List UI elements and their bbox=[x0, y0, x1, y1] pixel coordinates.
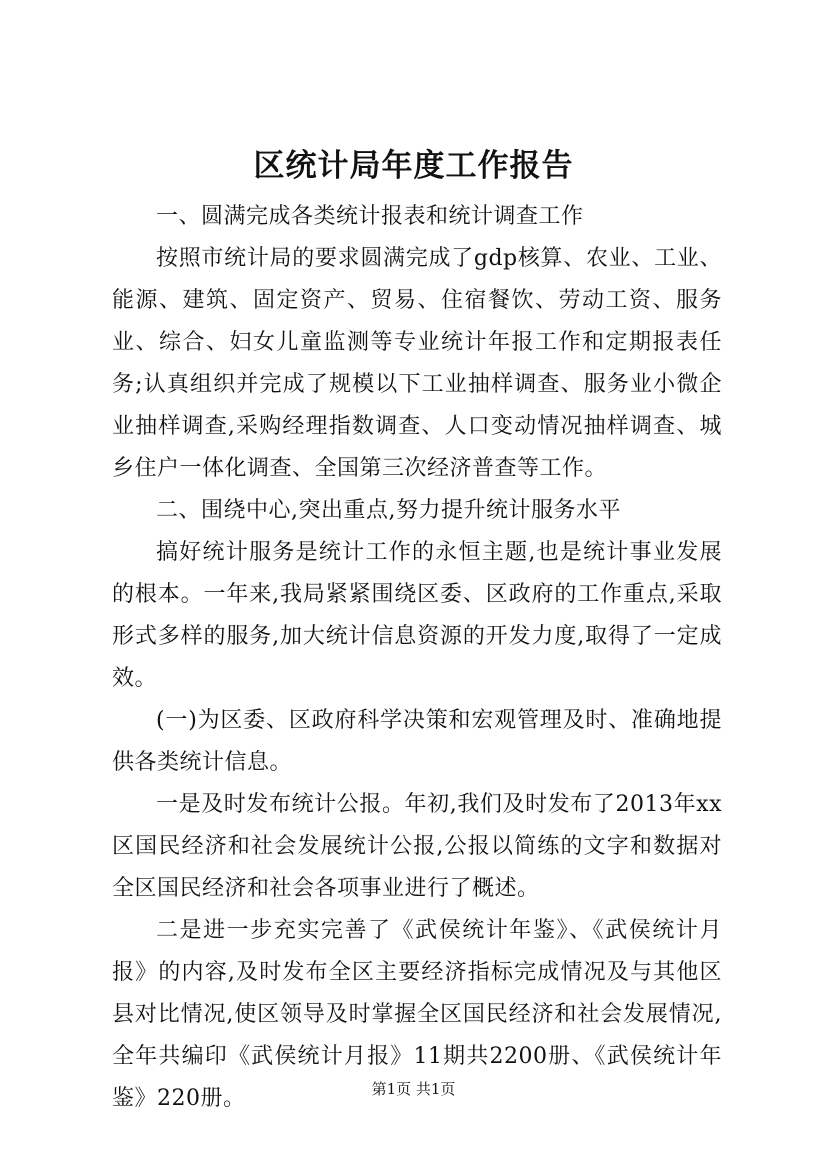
section-heading-2: 二、围绕中心,突出重点,努力提升统计服务水平 bbox=[156, 498, 621, 523]
paragraph-3: 一是及时发布统计公报。年初,我们及时发布了2013年xx区国民经济和社会发展统计公报,公报以简练的文字和数据对全区国民经济和社会各项事业进行了概述。 bbox=[112, 792, 722, 901]
paragraph-1: 按照市统计局的要求圆满完成了gdp核算、农业、工业、能源、建筑、固定资产、贸易、住宿餐饮、劳动工资、服务业、综合、妇女儿童监测等专业统计年报工作和定期报表任务;认真组织并完成了规模以下工业抽样调查、服务业小微企业抽样调查,采购经理指数调查、人口变动情况抽样调查、城乡住户一体化调查、全国第三次经济普查等工作。 bbox=[112, 246, 722, 481]
document-body bbox=[112, 196, 722, 1120]
document-title: 区统计局年度工作报告 bbox=[253, 148, 574, 184]
section-heading-1: 一、圆满完成各类统计报表和统计调查工作 bbox=[156, 204, 584, 229]
page-footer bbox=[0, 1079, 827, 1099]
paragraph-2: 搞好统计服务是统计工作的永恒主题,也是统计事业发展的根本。一年来,我局紧紧围绕区委、区政府的工作重点,采取形式多样的服务,加大统计信息资源的开发力度,取得了一定成效。 bbox=[112, 540, 722, 691]
paragraph-4: 二是进一步充实完善了《武侯统计年鉴》、《武侯统计月报》的内容,及时发布全区主要经济指标完成情况及与其他区县对比情况,使区领导及时掌握全区国民经济和社会发展情况,全年共编印《武侯统计月报》11期共2200册、《武侯统计年鉴》220册。 bbox=[112, 918, 722, 1111]
subsection-heading-1: (一)为区委、区政府科学决策和宏观管理及时、准确地提供各类统计信息。 bbox=[112, 708, 722, 775]
page-number-label: 第1页 共1页 bbox=[371, 1080, 456, 1098]
